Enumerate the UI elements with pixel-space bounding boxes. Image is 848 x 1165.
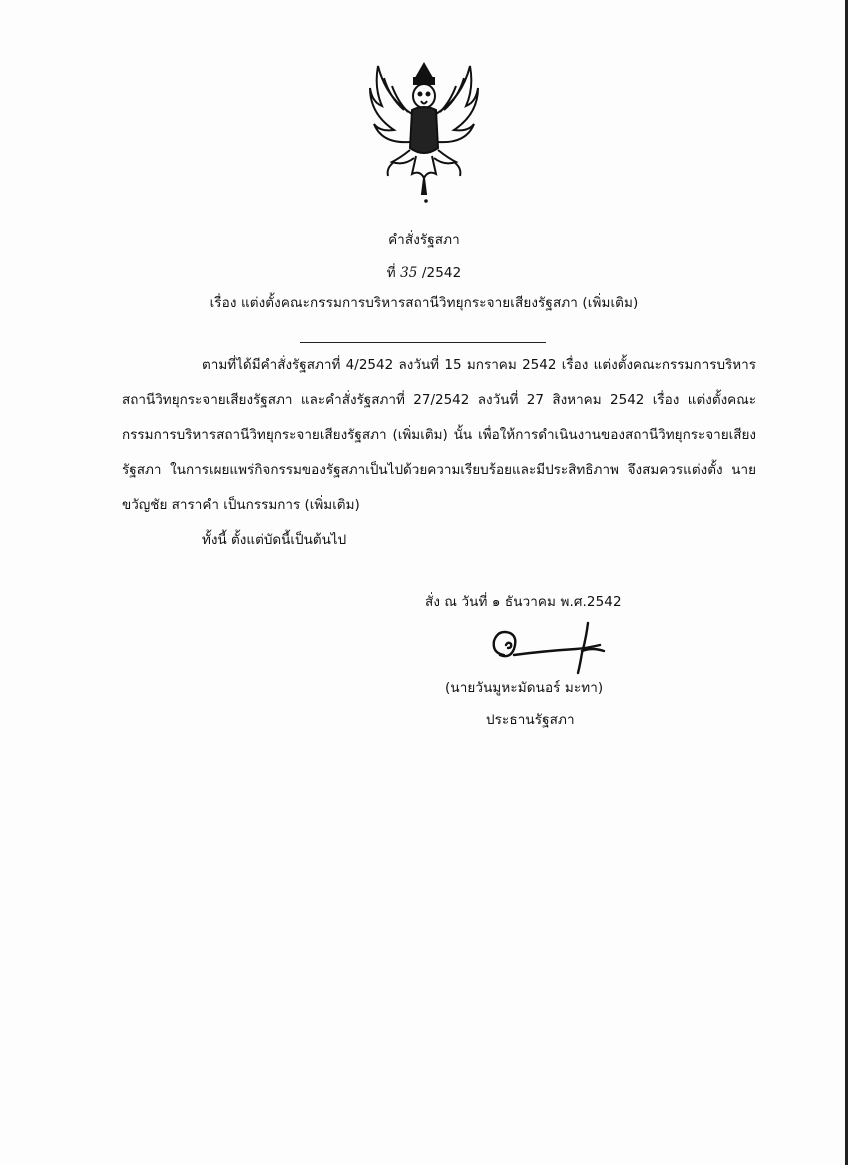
- order-number-prefix: ที่: [386, 265, 396, 281]
- handwritten-signature: [484, 615, 614, 677]
- separator-rule: [300, 342, 546, 343]
- garuda-emblem: [364, 58, 484, 208]
- signatory-name: (นายวันมูหะมัดนอร์ มะทา): [445, 680, 604, 696]
- body-paragraph-1: ตามที่ได้มีคำสั่งรัฐสภาที่ 4/2542 ลงวันที่ 15 มกราคม 2542 เรื่อง แต่งตั้งคณะกรรมการบริหารสถานีวิทยุกระจายเสียงรัฐสภา และคำสั่งรัฐสภาที่ 27/2542 ลงวันที่ 27 สิงหาคม 2542 เรื่อง แต่งตั้งคณะกรรมการบริหารสถานีวิทยุกระจายเสียงรัฐสภา (เพิ่มเติม) นั้น เพื่อให้การดำเนินงานของสถานีวิทยุกระจายเสียงรัฐสภา ในการเผยแพร่กิจกรรมของรัฐสภาเป็นไปด้วยความเรียบร้อยและมีประสิทธิภาพ จึงสมควรแต่งตั้ง นายขวัญชัย สาราคำ เป็นกรรมการ (เพิ่มเติม): [122, 357, 756, 513]
- order-number-value: 35: [400, 265, 418, 281]
- order-number: [0, 261, 848, 283]
- order-subject: เรื่อง แต่งตั้งคณะกรรมการบริหารสถานีวิทยุกระจายเสียงรัฐสภา (เพิ่มเติม): [209, 295, 639, 311]
- signatory-position: ประธานรัฐสภา: [486, 712, 575, 728]
- order-date: สั่ง ณ วันที่ ๑ ธันวาคม พ.ศ.2542: [425, 594, 622, 610]
- order-number-suffix: /2542: [421, 265, 462, 281]
- order-title: คำสั่งรัฐสภา: [388, 232, 460, 248]
- body-paragraph-2: ทั้งนี้ ตั้งแต่บัดนี้เป็นต้นไป: [202, 532, 347, 548]
